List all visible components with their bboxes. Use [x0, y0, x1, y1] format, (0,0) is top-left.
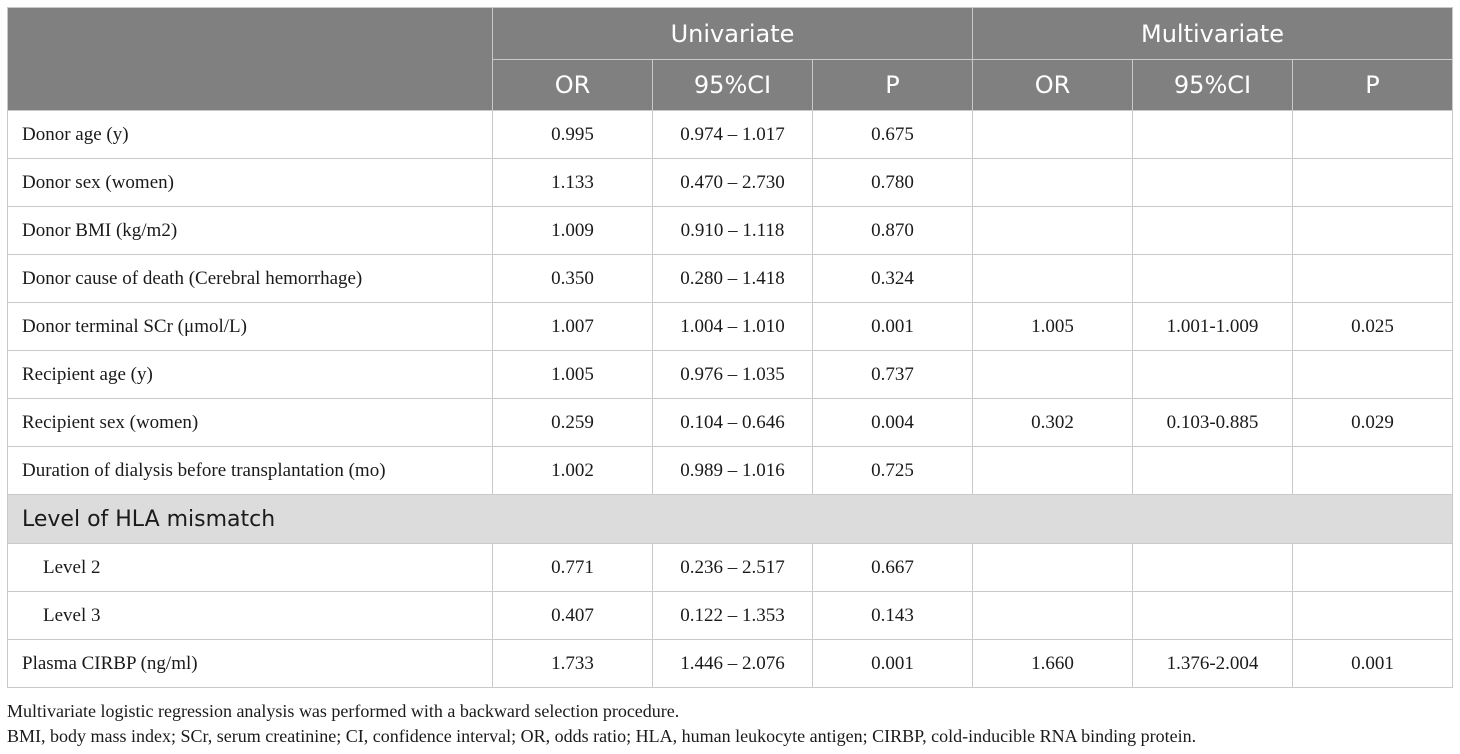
uni-p-cell: 0.737 — [813, 351, 973, 399]
table-row — [8, 111, 1453, 159]
uni-p-cell: 0.870 — [813, 207, 973, 255]
multi-ci-cell — [1133, 592, 1293, 640]
multi-or-cell — [973, 351, 1133, 399]
multi-or-cell: 0.302 — [973, 399, 1133, 447]
row-label: Level 3 — [8, 592, 493, 640]
multi-or-cell: 1.005 — [973, 303, 1133, 351]
row-label: Level 2 — [8, 544, 493, 592]
section-row-hla-mismatch — [8, 495, 1453, 544]
uni-p-cell: 0.324 — [813, 255, 973, 303]
multi-or-cell — [973, 544, 1133, 592]
multi-or-cell — [973, 447, 1133, 495]
uni-or-cell: 1.007 — [493, 303, 653, 351]
multi-p-cell — [1293, 351, 1453, 399]
section-label: Level of HLA mismatch — [8, 495, 1453, 544]
table-row — [8, 447, 1453, 495]
table-row — [8, 351, 1453, 399]
multi-ci-cell: 0.103-0.885 — [1133, 399, 1293, 447]
multi-p-cell: 0.025 — [1293, 303, 1453, 351]
multi-p-cell — [1293, 544, 1453, 592]
multi-p-cell — [1293, 447, 1453, 495]
footnote-method: Multivariate logistic regression analysis was performed with a backward selection procedure. — [7, 701, 680, 721]
header-blank-cell — [8, 8, 493, 111]
uni-ci-cell: 0.104 – 0.646 — [653, 399, 813, 447]
multi-ci-cell — [1133, 207, 1293, 255]
uni-ci-cell: 0.989 – 1.016 — [653, 447, 813, 495]
header-multivariate: Multivariate — [973, 8, 1453, 60]
multi-or-cell — [973, 255, 1133, 303]
uni-p-cell: 0.667 — [813, 544, 973, 592]
multi-p-cell — [1293, 159, 1453, 207]
multi-ci-cell — [1133, 159, 1293, 207]
header-multi-p: P — [1293, 60, 1453, 111]
row-label: Plasma CIRBP (ng/ml) — [8, 640, 493, 688]
multi-ci-cell: 1.376-2.004 — [1133, 640, 1293, 688]
header-uni-or: OR — [493, 60, 653, 111]
uni-or-cell: 1.002 — [493, 447, 653, 495]
multi-ci-cell — [1133, 255, 1293, 303]
multi-ci-cell — [1133, 447, 1293, 495]
table-row — [8, 544, 1453, 592]
table-row — [8, 159, 1453, 207]
multi-ci-cell: 1.001-1.009 — [1133, 303, 1293, 351]
table-row — [8, 207, 1453, 255]
uni-or-cell: 1.009 — [493, 207, 653, 255]
uni-p-cell: 0.001 — [813, 303, 973, 351]
row-label: Duration of dialysis before transplantation (mo) — [8, 447, 493, 495]
row-label: Recipient sex (women) — [8, 399, 493, 447]
header-multi-or: OR — [973, 60, 1133, 111]
uni-ci-cell: 0.470 – 2.730 — [653, 159, 813, 207]
table-row — [8, 255, 1453, 303]
multi-p-cell — [1293, 207, 1453, 255]
uni-or-cell: 0.995 — [493, 111, 653, 159]
multi-p-cell — [1293, 111, 1453, 159]
results-table-container — [7, 7, 1453, 688]
uni-ci-cell: 1.004 – 1.010 — [653, 303, 813, 351]
footnote-abbreviations: BMI, body mass index; SCr, serum creatinine; CI, confidence interval; OR, odds ratio; HLA, human leukocyte antigen; CIRBP, cold-inducible RNA binding protein. — [7, 726, 1197, 746]
uni-p-cell: 0.143 — [813, 592, 973, 640]
uni-p-cell: 0.725 — [813, 447, 973, 495]
uni-or-cell: 0.259 — [493, 399, 653, 447]
multi-ci-cell — [1133, 351, 1293, 399]
uni-ci-cell: 0.976 – 1.035 — [653, 351, 813, 399]
multi-p-cell: 0.029 — [1293, 399, 1453, 447]
uni-or-cell: 0.350 — [493, 255, 653, 303]
uni-ci-cell: 0.974 – 1.017 — [653, 111, 813, 159]
row-label: Donor sex (women) — [8, 159, 493, 207]
uni-or-cell: 1.733 — [493, 640, 653, 688]
multi-p-cell — [1293, 255, 1453, 303]
header-row-groups — [8, 8, 1453, 60]
header-uni-ci: 95%CI — [653, 60, 813, 111]
uni-ci-cell: 0.122 – 1.353 — [653, 592, 813, 640]
multi-ci-cell — [1133, 111, 1293, 159]
uni-or-cell: 0.407 — [493, 592, 653, 640]
multi-or-cell — [973, 592, 1133, 640]
uni-ci-cell: 0.236 – 2.517 — [653, 544, 813, 592]
uni-ci-cell: 1.446 – 2.076 — [653, 640, 813, 688]
uni-ci-cell: 0.910 – 1.118 — [653, 207, 813, 255]
row-label: Donor cause of death (Cerebral hemorrhage) — [8, 255, 493, 303]
row-label: Donor age (y) — [8, 111, 493, 159]
table-row — [8, 640, 1453, 688]
uni-or-cell: 1.133 — [493, 159, 653, 207]
table-row — [8, 399, 1453, 447]
table-row — [8, 303, 1453, 351]
row-label: Recipient age (y) — [8, 351, 493, 399]
uni-or-cell: 1.005 — [493, 351, 653, 399]
table-footnotes — [7, 699, 1196, 749]
uni-or-cell: 0.771 — [493, 544, 653, 592]
uni-p-cell: 0.675 — [813, 111, 973, 159]
multi-or-cell — [973, 111, 1133, 159]
logistic-regression-table — [7, 7, 1453, 688]
multi-p-cell — [1293, 592, 1453, 640]
header-uni-p: P — [813, 60, 973, 111]
multi-ci-cell — [1133, 544, 1293, 592]
table-row — [8, 592, 1453, 640]
multi-or-cell: 1.660 — [973, 640, 1133, 688]
header-multi-ci: 95%CI — [1133, 60, 1293, 111]
uni-p-cell: 0.004 — [813, 399, 973, 447]
header-univariate: Univariate — [493, 8, 973, 60]
multi-or-cell — [973, 207, 1133, 255]
multi-p-cell: 0.001 — [1293, 640, 1453, 688]
multi-or-cell — [973, 159, 1133, 207]
row-label: Donor BMI (kg/m2) — [8, 207, 493, 255]
row-label: Donor terminal SCr (μmol/L) — [8, 303, 493, 351]
uni-p-cell: 0.001 — [813, 640, 973, 688]
uni-p-cell: 0.780 — [813, 159, 973, 207]
uni-ci-cell: 0.280 – 1.418 — [653, 255, 813, 303]
